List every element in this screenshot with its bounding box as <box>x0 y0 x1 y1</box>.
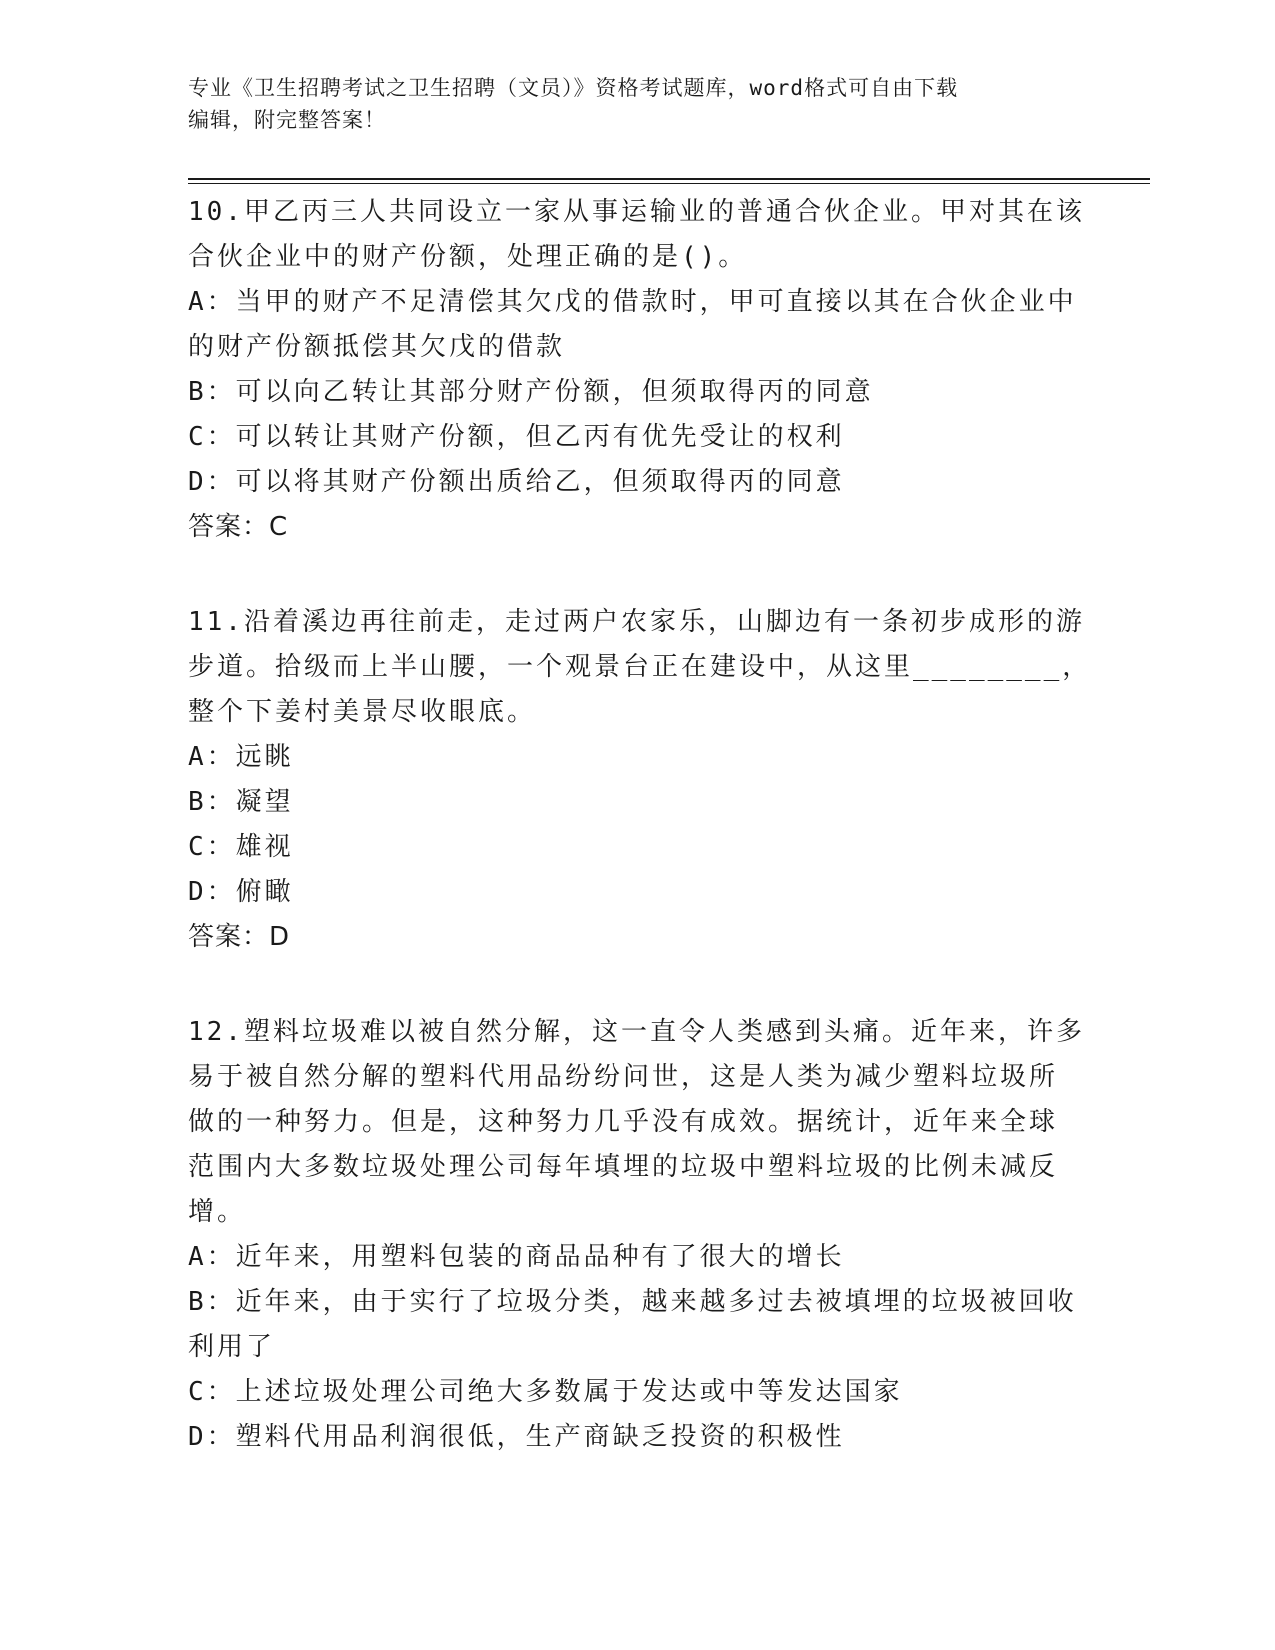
question-stem-line: 10.甲乙丙三人共同设立一家从事运输业的普通合伙企业。甲对其在该 <box>188 197 1085 227</box>
question-stem-line: 12.塑料垃圾难以被自然分解，这一直令人类感到头痛。近年来，许多 <box>188 1017 1085 1047</box>
option-a-continued: 的财产份额抵偿其欠戊的借款 <box>188 332 566 362</box>
option-b-continued: 利用了 <box>188 1332 276 1362</box>
answer-label <box>188 505 1088 550</box>
option-b: B：凝望 <box>188 787 294 817</box>
question-spacer <box>188 550 1088 600</box>
question-10 <box>188 190 1088 550</box>
option-c: C：上述垃圾处理公司绝大多数属于发达或中等发达国家 <box>188 1377 903 1407</box>
document-header <box>188 72 1068 136</box>
header-line: 编辑，附完整答案！ <box>188 108 386 132</box>
question-spacer <box>188 960 1088 1010</box>
question-stem-line: 步道。拾级而上半山腰，一个观景台正在建设中，从这里________， <box>188 652 1092 682</box>
option-a: A：近年来，用塑料包装的商品品种有了很大的增长 <box>188 1242 845 1272</box>
question-11 <box>188 600 1092 960</box>
header-rule-thick <box>188 178 1150 180</box>
question-list <box>188 190 1092 1460</box>
question-stem-line: 做的一种努力。但是，这种努力几乎没有成效。据统计，近年来全球 <box>188 1107 1059 1137</box>
answer-label <box>188 915 1088 960</box>
question-stem-line: 范围内大多数垃圾处理公司每年填埋的垃圾中塑料垃圾的比例未减反 <box>188 1152 1059 1182</box>
question-stem-line: 11.沿着溪边再往前走，走过两户农家乐，山脚边有一条初步成形的游 <box>188 607 1085 637</box>
option-a: A：当甲的财产不足清偿其欠戊的借款时，甲可直接以其在合伙企业中 <box>188 287 1077 317</box>
header-line: 专业《卫生招聘考试之卫生招聘（文员）》资格考试题库，word格式可自由下载 <box>188 76 959 100</box>
option-b: B：可以向乙转让其部分财产份额，但须取得丙的同意 <box>188 377 874 407</box>
option-a: A：远眺 <box>188 742 294 772</box>
header-rule-thin <box>188 183 1150 184</box>
option-c: C：可以转让其财产份额，但乙丙有优先受让的权利 <box>188 422 845 452</box>
option-d: D：塑料代用品利润很低，生产商缺乏投资的积极性 <box>188 1422 845 1452</box>
answer-text: 答案：C <box>188 512 289 542</box>
option-b: B：近年来，由于实行了垃圾分类，越来越多过去被填埋的垃圾被回收 <box>188 1287 1077 1317</box>
question-stem-line: 合伙企业中的财产份额，处理正确的是()。 <box>188 242 748 272</box>
option-d: D：俯瞰 <box>188 877 294 907</box>
option-d: D：可以将其财产份额出质给乙，但须取得丙的同意 <box>188 467 845 497</box>
option-c: C：雄视 <box>188 832 294 862</box>
question-stem-line: 增。 <box>188 1197 247 1227</box>
question-stem-line: 整个下姜村美景尽收眼底。 <box>188 697 537 727</box>
answer-text: 答案：D <box>188 922 291 952</box>
question-stem-line: 易于被自然分解的塑料代用品纷纷问世，这是人类为减少塑料垃圾所 <box>188 1062 1059 1092</box>
question-12 <box>188 1010 1088 1460</box>
